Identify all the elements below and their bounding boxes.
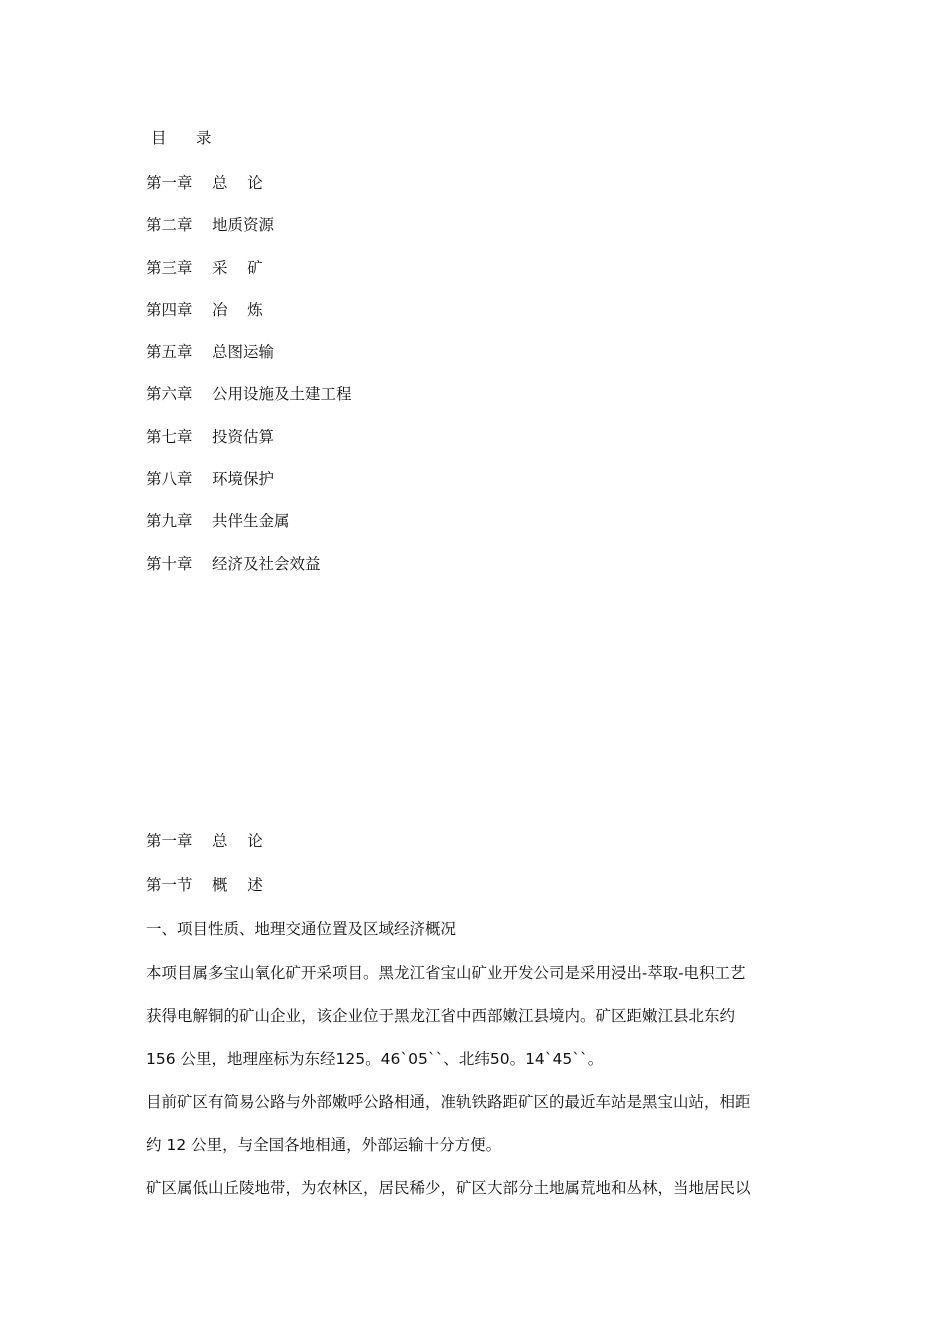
paragraph-transport	[146, 1091, 806, 1177]
chapter-heading-number: 第一章	[146, 832, 193, 850]
latitude-value: 50。14`45``	[489, 1050, 588, 1068]
toc-item-number: 第五章	[146, 343, 193, 362]
toc-item	[146, 468, 352, 510]
toc-item-title: 冶 炼	[212, 300, 263, 319]
station-distance-value: 12	[166, 1136, 187, 1154]
toc-item-title: 地质资源	[212, 216, 275, 235]
toc-item-number: 第三章	[146, 258, 193, 277]
paragraph-project-overview	[146, 962, 806, 1091]
paragraph-terrain	[146, 1177, 806, 1220]
toc-item-number: 第八章	[146, 470, 193, 489]
paragraph-line	[146, 1048, 806, 1091]
toc-item	[146, 299, 352, 341]
paragraph-line: 目前矿区有简易公路与外部嫩呼公路相通，准轨铁路距矿区的最近车站是黑宝山站，相距	[146, 1093, 751, 1111]
toc-item	[146, 172, 352, 214]
toc-item-title: 采 矿	[212, 258, 263, 277]
subsection-heading: 一、项目性质、地理交通位置及区域经济概况	[146, 920, 457, 938]
toc-item-title: 总图运输	[212, 343, 275, 362]
text-fragment: 。	[587, 1050, 604, 1068]
toc-title: 目 录	[151, 129, 212, 147]
toc-item	[146, 341, 352, 383]
toc-item-title: 共伴生金属	[212, 512, 290, 531]
toc-item	[146, 383, 352, 425]
chapter-one	[146, 830, 806, 1220]
section-heading-title: 概 述	[212, 876, 263, 894]
chapter-heading-title: 总 论	[212, 832, 263, 850]
toc-item-number: 第十章	[146, 554, 193, 573]
paragraph-line	[146, 1134, 806, 1177]
text-fragment: 约	[146, 1136, 162, 1154]
toc-item	[146, 257, 352, 299]
toc-item-title: 投资估算	[212, 427, 275, 446]
toc-item-number: 第七章	[146, 427, 193, 446]
text-fragment: 、北纬	[443, 1050, 490, 1068]
toc-item	[146, 553, 352, 595]
toc-list	[146, 172, 352, 595]
toc-item-title: 经济及社会效益	[212, 554, 321, 573]
toc-item-number: 第九章	[146, 512, 193, 531]
toc-item-number: 第四章	[146, 300, 193, 319]
longitude-value: 125。46`05``	[335, 1050, 444, 1068]
toc-item	[146, 214, 352, 256]
chapter-heading	[146, 830, 806, 874]
distance-value: 156	[146, 1050, 176, 1068]
toc-item-number: 第一章	[146, 174, 193, 192]
section-heading	[146, 874, 806, 918]
paragraph-line: 本项目属多宝山氧化矿开采项目。黑龙江省宝山矿业开发公司是采用浸出-萃取-电积工艺	[146, 964, 746, 982]
toc-item-number: 第六章	[146, 385, 193, 404]
toc-item	[146, 510, 352, 552]
text-fragment: 公里，地理座标为东经	[180, 1050, 336, 1068]
paragraph-line: 获得电解铜的矿山企业，该企业位于黑龙江省中西部嫩江县境内。矿区距嫩江县北东约	[146, 1007, 736, 1025]
text-fragment: 公里，与全国各地相通，外部运输十分方便。	[191, 1136, 502, 1154]
toc-item	[146, 426, 352, 468]
toc-item-number: 第二章	[146, 216, 193, 235]
section-heading-number: 第一节	[146, 876, 193, 894]
toc-item-title: 总 论	[212, 174, 263, 192]
paragraph-line: 矿区属低山丘陵地带，为农林区，居民稀少，矿区大部分土地属荒地和丛林，当地居民以	[146, 1179, 751, 1197]
toc-item-title: 公用设施及土建工程	[212, 385, 352, 404]
toc-item-title: 环境保护	[212, 470, 275, 489]
